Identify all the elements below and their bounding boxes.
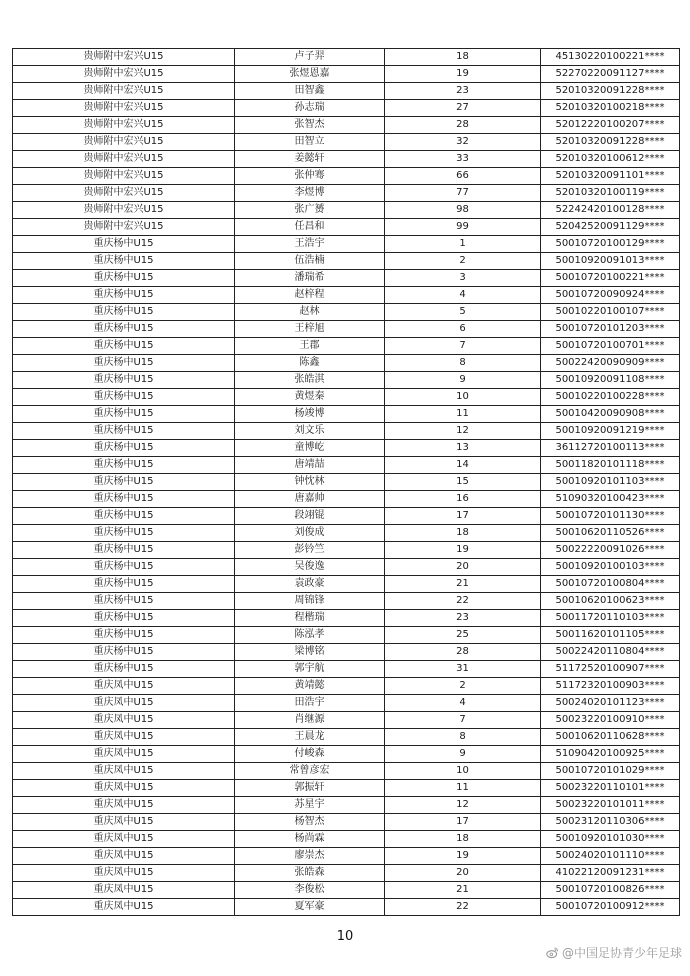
id-number-cell: 52242420100128**** xyxy=(541,202,680,219)
player-name-cell: 唐嘉帅 xyxy=(235,491,385,508)
table-row xyxy=(13,491,680,508)
jersey-number-cell: 8 xyxy=(385,729,541,746)
team-cell: 重庆凤中U15 xyxy=(13,678,235,695)
player-name-cell: 陈泓孝 xyxy=(235,627,385,644)
team-cell: 重庆杨中U15 xyxy=(13,236,235,253)
team-cell: 重庆凤中U15 xyxy=(13,831,235,848)
player-name-cell: 程楷瑞 xyxy=(235,610,385,627)
table-row xyxy=(13,848,680,865)
team-cell: 重庆凤中U15 xyxy=(13,763,235,780)
player-name-cell: 常曾彦宏 xyxy=(235,763,385,780)
team-cell: 贵师附中宏兴U15 xyxy=(13,66,235,83)
id-number-cell: 50011820101118**** xyxy=(541,457,680,474)
table-row xyxy=(13,134,680,151)
id-number-cell: 50022420110804**** xyxy=(541,644,680,661)
table-row xyxy=(13,304,680,321)
table-row xyxy=(13,542,680,559)
team-cell: 重庆杨中U15 xyxy=(13,270,235,287)
table-row xyxy=(13,576,680,593)
jersey-number-cell: 22 xyxy=(385,899,541,916)
team-cell: 重庆凤中U15 xyxy=(13,882,235,899)
team-cell: 重庆杨中U15 xyxy=(13,372,235,389)
jersey-number-cell: 2 xyxy=(385,253,541,270)
team-cell: 贵师附中宏兴U15 xyxy=(13,83,235,100)
team-cell: 重庆杨中U15 xyxy=(13,644,235,661)
table-row xyxy=(13,593,680,610)
jersey-number-cell: 19 xyxy=(385,848,541,865)
jersey-number-cell: 17 xyxy=(385,814,541,831)
team-cell: 贵师附中宏兴U15 xyxy=(13,49,235,66)
player-name-cell: 黄煜秦 xyxy=(235,389,385,406)
jersey-number-cell: 23 xyxy=(385,610,541,627)
table-row xyxy=(13,406,680,423)
jersey-number-cell: 18 xyxy=(385,49,541,66)
id-number-cell: 50010920091013**** xyxy=(541,253,680,270)
player-roster-table xyxy=(12,48,680,916)
team-cell: 重庆杨中U15 xyxy=(13,627,235,644)
player-name-cell: 王梓旭 xyxy=(235,321,385,338)
table-row xyxy=(13,610,680,627)
id-number-cell: 50022420090909**** xyxy=(541,355,680,372)
jersey-number-cell: 7 xyxy=(385,712,541,729)
id-number-cell: 50010720100804**** xyxy=(541,576,680,593)
id-number-cell: 52010320091228**** xyxy=(541,83,680,100)
player-name-cell: 刘俊成 xyxy=(235,525,385,542)
team-cell: 贵师附中宏兴U15 xyxy=(13,151,235,168)
jersey-number-cell: 5 xyxy=(385,304,541,321)
team-cell: 贵师附中宏兴U15 xyxy=(13,168,235,185)
table-row xyxy=(13,712,680,729)
jersey-number-cell: 12 xyxy=(385,423,541,440)
team-cell: 重庆凤中U15 xyxy=(13,712,235,729)
player-name-cell: 田浩宇 xyxy=(235,695,385,712)
jersey-number-cell: 4 xyxy=(385,695,541,712)
team-cell: 重庆凤中U15 xyxy=(13,814,235,831)
jersey-number-cell: 13 xyxy=(385,440,541,457)
team-cell: 重庆杨中U15 xyxy=(13,559,235,576)
jersey-number-cell: 25 xyxy=(385,627,541,644)
table-row xyxy=(13,338,680,355)
team-cell: 重庆杨中U15 xyxy=(13,525,235,542)
jersey-number-cell: 19 xyxy=(385,542,541,559)
player-name-cell: 杨尚霖 xyxy=(235,831,385,848)
jersey-number-cell: 21 xyxy=(385,882,541,899)
team-cell: 重庆凤中U15 xyxy=(13,780,235,797)
player-name-cell: 钟忱林 xyxy=(235,474,385,491)
team-cell: 贵师附中宏兴U15 xyxy=(13,117,235,134)
id-number-cell: 50010720101203**** xyxy=(541,321,680,338)
table-row xyxy=(13,49,680,66)
table-row xyxy=(13,474,680,491)
jersey-number-cell: 18 xyxy=(385,831,541,848)
jersey-number-cell: 4 xyxy=(385,287,541,304)
team-cell: 重庆凤中U15 xyxy=(13,797,235,814)
id-number-cell: 52012220100207**** xyxy=(541,117,680,134)
table-row xyxy=(13,423,680,440)
table-row xyxy=(13,117,680,134)
team-cell: 重庆杨中U15 xyxy=(13,355,235,372)
jersey-number-cell: 28 xyxy=(385,644,541,661)
player-name-cell: 张智杰 xyxy=(235,117,385,134)
jersey-number-cell: 22 xyxy=(385,593,541,610)
player-name-cell: 任昌和 xyxy=(235,219,385,236)
player-name-cell: 郭振轩 xyxy=(235,780,385,797)
team-cell: 重庆杨中U15 xyxy=(13,457,235,474)
player-name-cell: 梁博铭 xyxy=(235,644,385,661)
team-cell: 重庆杨中U15 xyxy=(13,508,235,525)
team-cell: 重庆杨中U15 xyxy=(13,304,235,321)
player-name-cell: 赵梓程 xyxy=(235,287,385,304)
id-number-cell: 50011720110103**** xyxy=(541,610,680,627)
table-row xyxy=(13,797,680,814)
jersey-number-cell: 12 xyxy=(385,797,541,814)
table-row xyxy=(13,695,680,712)
table-row xyxy=(13,865,680,882)
page-number: 10 xyxy=(336,929,354,944)
table-row xyxy=(13,270,680,287)
player-name-cell: 夏军豪 xyxy=(235,899,385,916)
id-number-cell: 52010320100218**** xyxy=(541,100,680,117)
id-number-cell: 50010720100221**** xyxy=(541,270,680,287)
table-row xyxy=(13,202,680,219)
jersey-number-cell: 66 xyxy=(385,168,541,185)
table-row xyxy=(13,151,680,168)
jersey-number-cell: 9 xyxy=(385,746,541,763)
player-name-cell: 王浩宇 xyxy=(235,236,385,253)
table-row xyxy=(13,831,680,848)
table-row xyxy=(13,508,680,525)
id-number-cell: 50010720100912**** xyxy=(541,899,680,916)
team-cell: 贵师附中宏兴U15 xyxy=(13,134,235,151)
table-row xyxy=(13,763,680,780)
player-name-cell: 刘文乐 xyxy=(235,423,385,440)
team-cell: 重庆凤中U15 xyxy=(13,746,235,763)
team-cell: 重庆杨中U15 xyxy=(13,610,235,627)
id-number-cell: 50010220100107**** xyxy=(541,304,680,321)
player-name-cell: 张皓森 xyxy=(235,865,385,882)
jersey-number-cell: 7 xyxy=(385,338,541,355)
team-cell: 重庆凤中U15 xyxy=(13,729,235,746)
player-name-cell: 王晨龙 xyxy=(235,729,385,746)
jersey-number-cell: 10 xyxy=(385,389,541,406)
player-name-cell: 张仲骞 xyxy=(235,168,385,185)
player-name-cell: 张皓淇 xyxy=(235,372,385,389)
id-number-cell: 50011620101105**** xyxy=(541,627,680,644)
id-number-cell: 50010920101030**** xyxy=(541,831,680,848)
table-row xyxy=(13,355,680,372)
id-number-cell: 52010320091101**** xyxy=(541,168,680,185)
table-row xyxy=(13,219,680,236)
jersey-number-cell: 8 xyxy=(385,355,541,372)
id-number-cell: 50010720100701**** xyxy=(541,338,680,355)
jersey-number-cell: 98 xyxy=(385,202,541,219)
table-row xyxy=(13,253,680,270)
id-number-cell: 50010920091219**** xyxy=(541,423,680,440)
table-row xyxy=(13,372,680,389)
table-row xyxy=(13,83,680,100)
team-cell: 重庆杨中U15 xyxy=(13,491,235,508)
id-number-cell: 50010920101103**** xyxy=(541,474,680,491)
table-row xyxy=(13,457,680,474)
table-row xyxy=(13,236,680,253)
team-cell: 重庆杨中U15 xyxy=(13,474,235,491)
table-row xyxy=(13,882,680,899)
player-name-cell: 卢子羿 xyxy=(235,49,385,66)
player-name-cell: 田智立 xyxy=(235,134,385,151)
jersey-number-cell: 19 xyxy=(385,66,541,83)
player-name-cell: 肖继源 xyxy=(235,712,385,729)
id-number-cell: 50010720090924**** xyxy=(541,287,680,304)
jersey-number-cell: 1 xyxy=(385,236,541,253)
id-number-cell: 52010320091228**** xyxy=(541,134,680,151)
player-name-cell: 潘瑞希 xyxy=(235,270,385,287)
player-name-cell: 陈鑫 xyxy=(235,355,385,372)
id-number-cell: 52270220091127**** xyxy=(541,66,680,83)
id-number-cell: 50010420090908**** xyxy=(541,406,680,423)
jersey-number-cell: 11 xyxy=(385,780,541,797)
player-name-cell: 李俊松 xyxy=(235,882,385,899)
id-number-cell: 52042520091129**** xyxy=(541,219,680,236)
roster-table-body xyxy=(13,49,680,916)
team-cell: 重庆杨中U15 xyxy=(13,661,235,678)
team-cell: 重庆杨中U15 xyxy=(13,321,235,338)
table-row xyxy=(13,627,680,644)
player-name-cell: 田智鑫 xyxy=(235,83,385,100)
table-row xyxy=(13,66,680,83)
id-number-cell: 50010620100623**** xyxy=(541,593,680,610)
team-cell: 重庆凤中U15 xyxy=(13,899,235,916)
id-number-cell: 50010720101130**** xyxy=(541,508,680,525)
jersey-number-cell: 32 xyxy=(385,134,541,151)
jersey-number-cell: 18 xyxy=(385,525,541,542)
team-cell: 重庆凤中U15 xyxy=(13,865,235,882)
jersey-number-cell: 11 xyxy=(385,406,541,423)
team-cell: 重庆杨中U15 xyxy=(13,338,235,355)
team-cell: 重庆杨中U15 xyxy=(13,542,235,559)
jersey-number-cell: 3 xyxy=(385,270,541,287)
table-row xyxy=(13,525,680,542)
team-cell: 重庆杨中U15 xyxy=(13,389,235,406)
id-number-cell: 50023220100910**** xyxy=(541,712,680,729)
jersey-number-cell: 20 xyxy=(385,559,541,576)
table-row xyxy=(13,559,680,576)
team-cell: 重庆杨中U15 xyxy=(13,406,235,423)
table-row xyxy=(13,899,680,916)
jersey-number-cell: 2 xyxy=(385,678,541,695)
jersey-number-cell: 20 xyxy=(385,865,541,882)
id-number-cell: 50010720101029**** xyxy=(541,763,680,780)
jersey-number-cell: 28 xyxy=(385,117,541,134)
player-name-cell: 廖崇杰 xyxy=(235,848,385,865)
id-number-cell: 50023220110101**** xyxy=(541,780,680,797)
id-number-cell: 51090320100423**** xyxy=(541,491,680,508)
id-number-cell: 51172520100907**** xyxy=(541,661,680,678)
team-cell: 重庆杨中U15 xyxy=(13,576,235,593)
table-row xyxy=(13,814,680,831)
table-row xyxy=(13,661,680,678)
player-name-cell: 李煜博 xyxy=(235,185,385,202)
jersey-number-cell: 21 xyxy=(385,576,541,593)
id-number-cell: 50010620110628**** xyxy=(541,729,680,746)
jersey-number-cell: 31 xyxy=(385,661,541,678)
id-number-cell: 50010220100228**** xyxy=(541,389,680,406)
id-number-cell: 45130220100221**** xyxy=(541,49,680,66)
team-cell: 重庆杨中U15 xyxy=(13,440,235,457)
player-name-cell: 张广赟 xyxy=(235,202,385,219)
jersey-number-cell: 33 xyxy=(385,151,541,168)
jersey-number-cell: 77 xyxy=(385,185,541,202)
jersey-number-cell: 10 xyxy=(385,763,541,780)
team-cell: 重庆杨中U15 xyxy=(13,593,235,610)
id-number-cell: 50022220091026**** xyxy=(541,542,680,559)
id-number-cell: 52010320100119**** xyxy=(541,185,680,202)
jersey-number-cell: 9 xyxy=(385,372,541,389)
id-number-cell: 50010620110526**** xyxy=(541,525,680,542)
table-row xyxy=(13,100,680,117)
jersey-number-cell: 14 xyxy=(385,457,541,474)
player-name-cell: 郭宇航 xyxy=(235,661,385,678)
player-name-cell: 周锦锋 xyxy=(235,593,385,610)
player-name-cell: 张煜恩嘉 xyxy=(235,66,385,83)
id-number-cell: 41022120091231**** xyxy=(541,865,680,882)
table-row xyxy=(13,168,680,185)
id-number-cell: 50023220101011**** xyxy=(541,797,680,814)
id-number-cell: 51172320100903**** xyxy=(541,678,680,695)
table-row xyxy=(13,644,680,661)
player-name-cell: 杨竣博 xyxy=(235,406,385,423)
table-row xyxy=(13,729,680,746)
jersey-number-cell: 15 xyxy=(385,474,541,491)
player-name-cell: 孙志瑞 xyxy=(235,100,385,117)
jersey-number-cell: 23 xyxy=(385,83,541,100)
team-cell: 贵师附中宏兴U15 xyxy=(13,185,235,202)
id-number-cell: 52010320100612**** xyxy=(541,151,680,168)
jersey-number-cell: 16 xyxy=(385,491,541,508)
id-number-cell: 50023120110306**** xyxy=(541,814,680,831)
player-name-cell: 赵林 xyxy=(235,304,385,321)
player-name-cell: 姜懿轩 xyxy=(235,151,385,168)
table-row xyxy=(13,440,680,457)
id-number-cell: 50024020101110**** xyxy=(541,848,680,865)
table-row xyxy=(13,678,680,695)
table-row xyxy=(13,287,680,304)
player-name-cell: 杨智杰 xyxy=(235,814,385,831)
player-name-cell: 付峻森 xyxy=(235,746,385,763)
player-name-cell: 彭钤竺 xyxy=(235,542,385,559)
player-name-cell: 段翊锟 xyxy=(235,508,385,525)
id-number-cell: 50010720100129**** xyxy=(541,236,680,253)
player-name-cell: 唐靖喆 xyxy=(235,457,385,474)
player-name-cell: 袁政豪 xyxy=(235,576,385,593)
table-row xyxy=(13,321,680,338)
watermark xyxy=(546,944,682,961)
id-number-cell: 50010720100826**** xyxy=(541,882,680,899)
team-cell: 重庆凤中U15 xyxy=(13,848,235,865)
player-name-cell: 童博屹 xyxy=(235,440,385,457)
table-row xyxy=(13,185,680,202)
team-cell: 贵师附中宏兴U15 xyxy=(13,202,235,219)
player-name-cell: 吴俊逸 xyxy=(235,559,385,576)
watermark-text: @中国足协青少年足球 xyxy=(561,946,682,960)
jersey-number-cell: 99 xyxy=(385,219,541,236)
jersey-number-cell: 6 xyxy=(385,321,541,338)
table-row xyxy=(13,389,680,406)
id-number-cell: 51090420100925**** xyxy=(541,746,680,763)
id-number-cell: 50024020101123**** xyxy=(541,695,680,712)
player-name-cell: 苏星宇 xyxy=(235,797,385,814)
team-cell: 重庆凤中U15 xyxy=(13,695,235,712)
player-name-cell: 伍浩楠 xyxy=(235,253,385,270)
player-name-cell: 王郡 xyxy=(235,338,385,355)
player-name-cell: 黄靖懿 xyxy=(235,678,385,695)
jersey-number-cell: 17 xyxy=(385,508,541,525)
table-row xyxy=(13,746,680,763)
id-number-cell: 50010920100103**** xyxy=(541,559,680,576)
id-number-cell: 50010920091108**** xyxy=(541,372,680,389)
id-number-cell: 36112720100113**** xyxy=(541,440,680,457)
team-cell: 重庆杨中U15 xyxy=(13,423,235,440)
team-cell: 贵师附中宏兴U15 xyxy=(13,100,235,117)
team-cell: 重庆杨中U15 xyxy=(13,253,235,270)
team-cell: 重庆杨中U15 xyxy=(13,287,235,304)
table-row xyxy=(13,780,680,797)
weibo-icon xyxy=(546,946,559,959)
team-cell: 贵师附中宏兴U15 xyxy=(13,219,235,236)
jersey-number-cell: 27 xyxy=(385,100,541,117)
